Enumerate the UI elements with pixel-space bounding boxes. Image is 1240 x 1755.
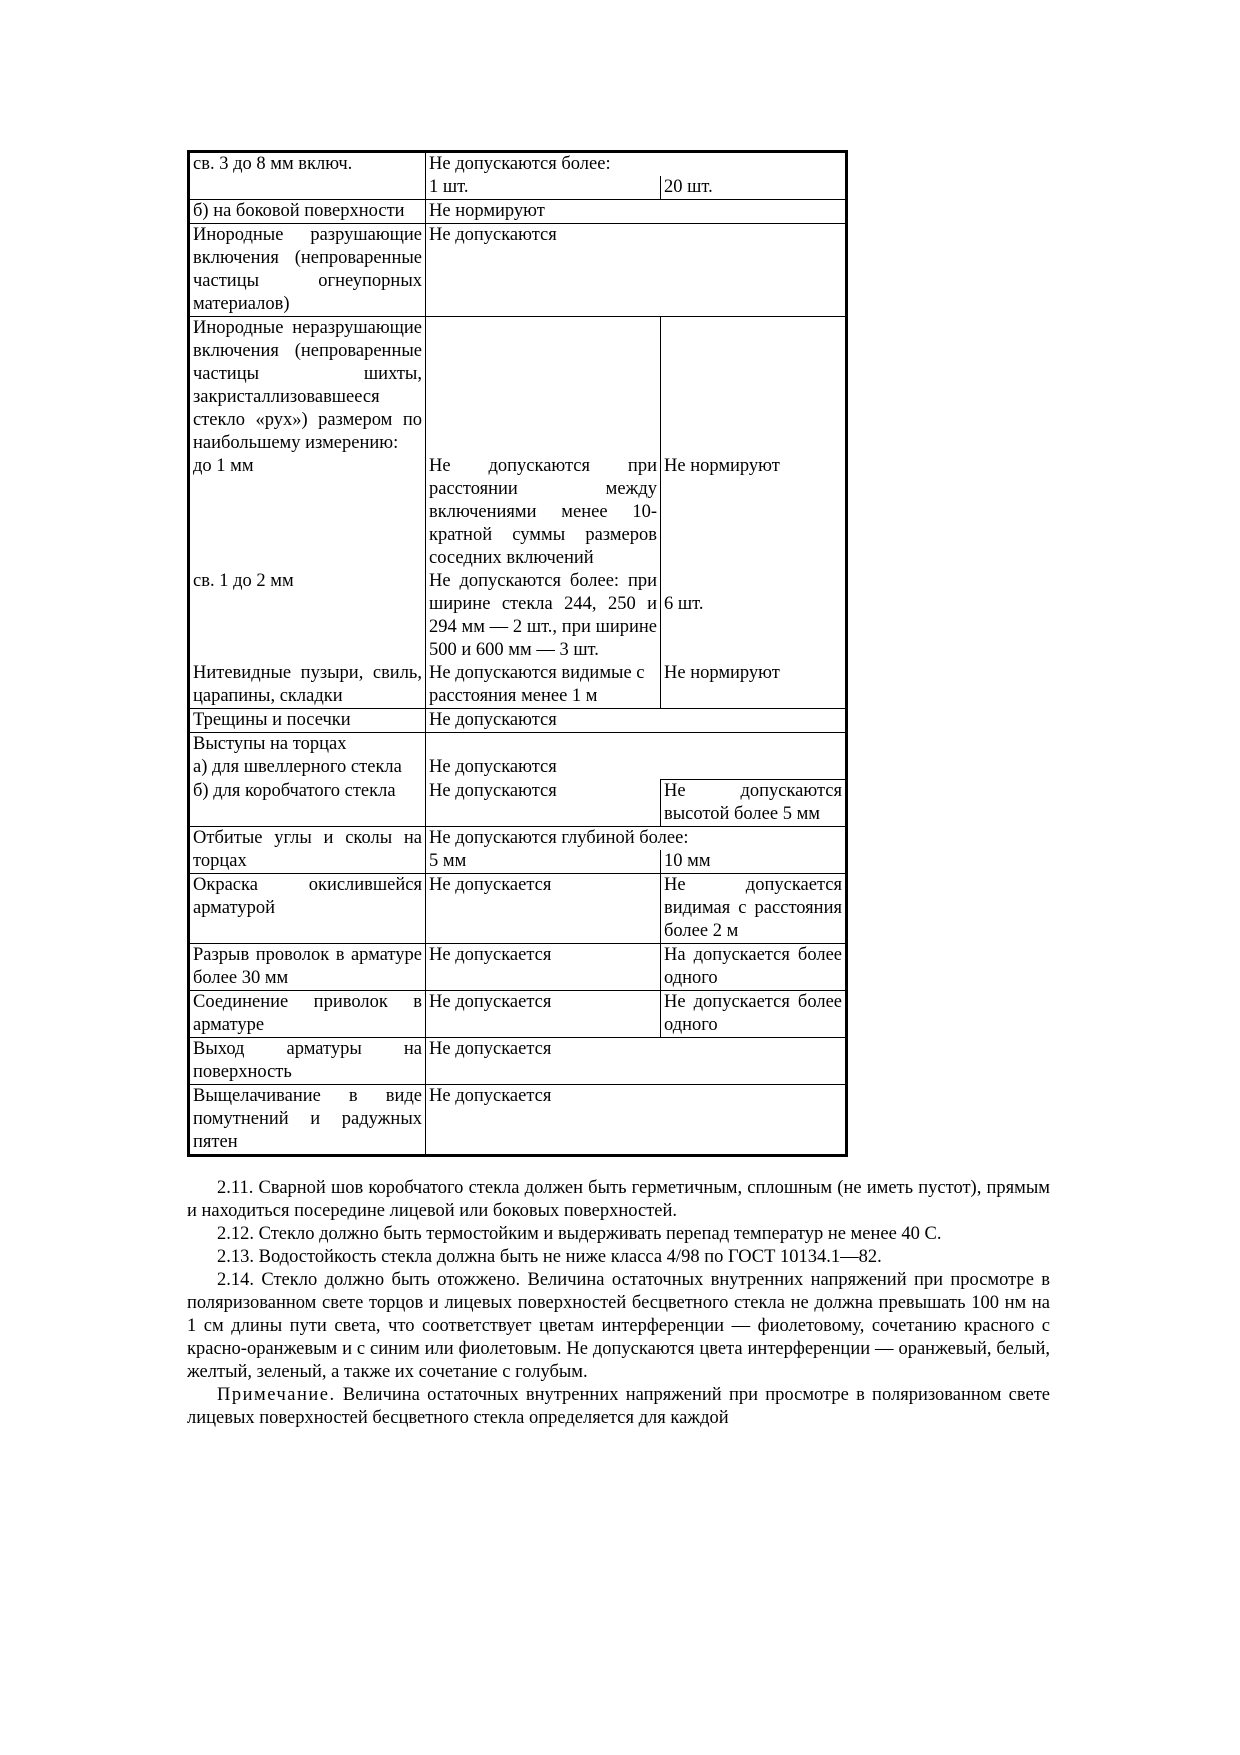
table-cell: Не допускается	[426, 1038, 847, 1085]
paragraph-2-14: 2.14. Стекло должно быть отожжено. Величина остаточных внутренних напряжений при просмотре в поляризованном свете торцов и лицевых поверхностей бесцветного стекла не должна превышать 100 нм на 1 см длины пути света, что соответствует цветам интерференции — фиолетовому, сочетанию красного с красно-оранжевым и с синим или фиолетовым. Не допускаются цвета интерференции — оранжевый, белый, желтый, зеленый, а также их сочетание с голубым.	[187, 1270, 1050, 1382]
table-row	[189, 317, 847, 571]
note-text: Величина остаточных внутренних напряжений при просмотре в поляризованном свете лицевых поверхностей бесцветного стекла определяется для каждой	[187, 1385, 1051, 1428]
note-label: Примечание.	[217, 1385, 336, 1405]
table-row	[189, 200, 847, 224]
table-cell: Выступы на торцах а) для швеллерного стекла	[189, 733, 426, 780]
paragraph-2-13: 2.13. Водостойкость стекла должна быть не ниже класса 4/98 по ГОСТ 10134.1—82.	[217, 1247, 882, 1267]
table-cell: Окраска окислившейся арматурой	[189, 874, 426, 944]
table-cell: Не допускается	[426, 1085, 847, 1156]
table-cell: Не допускается	[426, 944, 661, 991]
table-cell: 20 шт.	[661, 176, 847, 200]
table-cell: Не допускаются глубиной более:	[426, 827, 847, 851]
table-cell: св. 3 до 8 мм включ.	[189, 152, 426, 200]
table-row	[189, 1038, 847, 1085]
table-cell: 10 мм	[661, 850, 847, 874]
table-cell: б) для коробчатого стекла	[189, 780, 426, 827]
table-cell: Не допускаются	[426, 709, 847, 733]
table-cell: 5 мм	[426, 850, 661, 874]
table-cell: Не допускается видимая с расстояния более 2 м	[661, 874, 847, 944]
body-text	[187, 1177, 1050, 1430]
table-row	[189, 780, 847, 827]
table-cell: На допускается более одного	[661, 944, 847, 991]
table-cell: Инородные разрушающие включения (непроваренные частицы огнеупорных материалов)	[189, 224, 426, 317]
defects-table	[187, 150, 848, 1157]
table-cell: Не допускаются	[426, 224, 847, 317]
table-row	[189, 662, 847, 709]
table-row	[189, 224, 847, 317]
table-cell: Нитевидные пузыри, свиль, царапины, складки	[189, 662, 426, 709]
table-cell: св. 1 до 2 мм	[189, 570, 426, 662]
table-cell: Выщелачивание в виде помутнений и радужных пятен	[189, 1085, 426, 1156]
table-cell: Выход арматуры на поверхность	[189, 1038, 426, 1085]
table-row	[189, 733, 847, 780]
table-cell: Не допускаются при расстоянии между включениями менее 10-кратной суммы размеров соседних включений	[426, 317, 661, 571]
table-cell: Не нормируют	[661, 317, 847, 571]
document-page	[187, 150, 1050, 1430]
table-cell: Не нормируют	[661, 662, 847, 709]
paragraph-2-11: 2.11. Сварной шов коробчатого стекла должен быть герметичным, сплошным (не иметь пустот), прямым и находиться посередине лицевой или боковых поверхностей.	[187, 1178, 1050, 1221]
table-row	[189, 152, 847, 177]
table-cell: Не допускаются более:	[426, 152, 847, 177]
table-cell: 6 шт.	[661, 570, 847, 662]
table-cell: Не допускаются видимые с расстояния менее 1 м	[426, 662, 661, 709]
table-cell: Отбитые углы и сколы на торцах	[189, 827, 426, 874]
paragraph-2-12: 2.12. Стекло должно быть термостойким и выдерживать перепад температур не менее 40 С.	[217, 1224, 942, 1244]
table-cell: Трещины и посечки	[189, 709, 426, 733]
table-cell: Не допускается	[426, 991, 661, 1038]
table-cell: Не нормируют	[426, 200, 847, 224]
table-cell: Соединение приволок в арматуре	[189, 991, 426, 1038]
table-row	[189, 874, 847, 944]
table-cell: 1 шт.	[426, 176, 661, 200]
table-cell: Не допускаются	[426, 780, 661, 827]
table-row	[189, 570, 847, 662]
table-cell: Не допускаются	[426, 733, 847, 780]
table-row	[189, 1085, 847, 1156]
table-row	[189, 991, 847, 1038]
note-paragraph	[187, 1384, 1050, 1430]
table-cell: Инородные неразрушающие включения (непроваренные частицы шихты, закристаллизовавшееся стекло «рух») размером по наибольшему измерению: до 1 мм	[189, 317, 426, 571]
table-row	[189, 944, 847, 991]
table-cell: Не допускается более одного	[661, 991, 847, 1038]
table-cell: б) на боковой поверхности	[189, 200, 426, 224]
table-cell: Не допускаются высотой более 5 мм	[661, 780, 847, 827]
table-cell: Не допускается	[426, 874, 661, 944]
table-row	[189, 709, 847, 733]
table-cell: Разрыв проволок в арматуре более 30 мм	[189, 944, 426, 991]
table-cell: Не допускаются более: при ширине стекла 244, 250 и 294 мм — 2 шт., при ширине 500 и 600 мм — 3 шт.	[426, 570, 661, 662]
table-row	[189, 827, 847, 851]
